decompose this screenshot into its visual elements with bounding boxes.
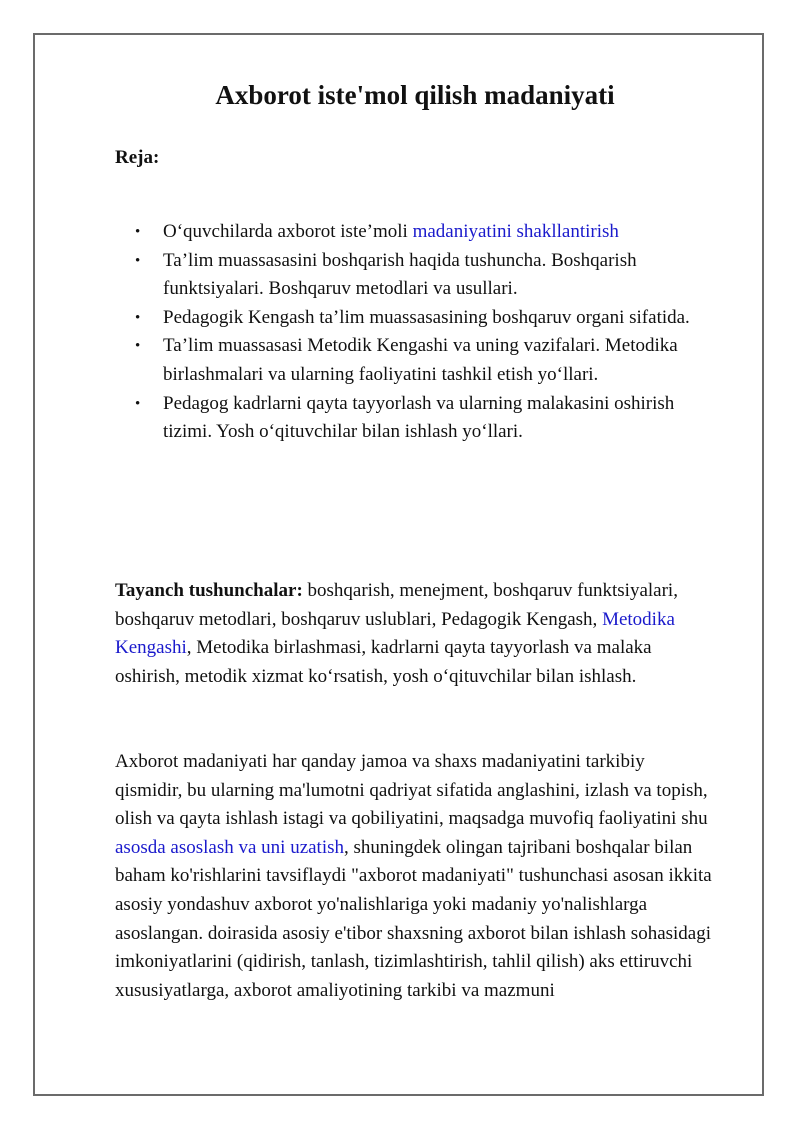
key-terms-text: boshqarish, menejment, boshqaruv funktsiyalari, boshqaruv metodlari, boshqaruv uslublari, Pedagogik Kengash, xyxy=(115,580,678,630)
body-text: Axborot madaniyati har qanday jamoa va shaxs madaniyatini tarkibiy qismidir, bu ularning ma'lumotni qadriyat sifatida anglashini, izlash va topish, olish va qayta ishlash istagi va qobiliyatini, maqsadga muvofiq faoliyatini shu xyxy=(115,751,708,830)
bullet-icon: • xyxy=(135,252,141,269)
bullet-icon: • xyxy=(135,309,141,326)
list-item xyxy=(115,218,715,247)
plan-item-link[interactable]: madaniyatini shakllantirish xyxy=(412,221,619,242)
list-item-text: Ta’lim muassasasini boshqarish haqida tushuncha. Boshqarish funktsiyalari. Boshqaruv metodlari va usullari. xyxy=(163,249,637,300)
key-terms-text-end: , Metodika birlashmasi, kadrlarni qayta tayyorlash va malaka oshirish, metodik xizmat ko‘rsatish, yosh o‘qituvchilar bilan ishlash. xyxy=(115,637,652,687)
list-item xyxy=(115,332,715,389)
body-link[interactable]: asosda asoslash va uni uzatish xyxy=(115,836,345,858)
list-item-text: O‘quvchilarda axborot iste’moli xyxy=(163,221,413,242)
key-terms-link[interactable]: Metodika Kengashi xyxy=(115,608,675,659)
plan-list xyxy=(115,218,715,447)
key-terms-paragraph xyxy=(115,577,715,691)
bullet-icon: • xyxy=(135,338,141,355)
body-text-end: , shuningdek olingan tajribani boshqalar bilan baham ko'rishlarini tavsiflaydi "axborot madaniyati" tushunchasi asosan ikkita asosiy yondashuv axborot yo'nalishlariga yoki madaniy yo'nalishlarga asoslangan. doirasida asosiy e'tibor shaxsning axborot bilan ishlash sohasidagi imkoniyatlarini (qidirish, tanlash, tizimlashtirish, tahlil qilish) aks ettiruvchi xususiyatlarga, axborot amaliyotining tarkibi va mazmuni xyxy=(115,836,712,1001)
list-item-text: Pedagog kadrlarni qayta tayyorlash va ularning malakasini oshirish tizimi. Yosh o‘qituvchilar bilan ishlash yo‘llari. xyxy=(163,392,675,443)
list-item-text: Ta’lim muassasasi Metodik Kengashi va uning vazifalari. Metodika birlashmalari va ularning faoliyatini tashkil etish yo‘llari. xyxy=(163,335,678,385)
list-item xyxy=(115,390,715,447)
bullet-icon: • xyxy=(135,224,141,240)
body-paragraph xyxy=(115,748,715,1005)
bullet-icon: • xyxy=(135,395,141,412)
list-item-text: Pedagogik Kengash ta’lim muassasasining boshqaruv organi sifatida. xyxy=(163,306,690,328)
list-item xyxy=(115,247,715,304)
key-terms-label: Tayanch tushunchalar: xyxy=(115,580,303,601)
page-title: Axborot iste'mol qilish madaniyati xyxy=(215,80,615,110)
plan-label: Reja: xyxy=(115,147,160,168)
list-item xyxy=(115,304,715,333)
